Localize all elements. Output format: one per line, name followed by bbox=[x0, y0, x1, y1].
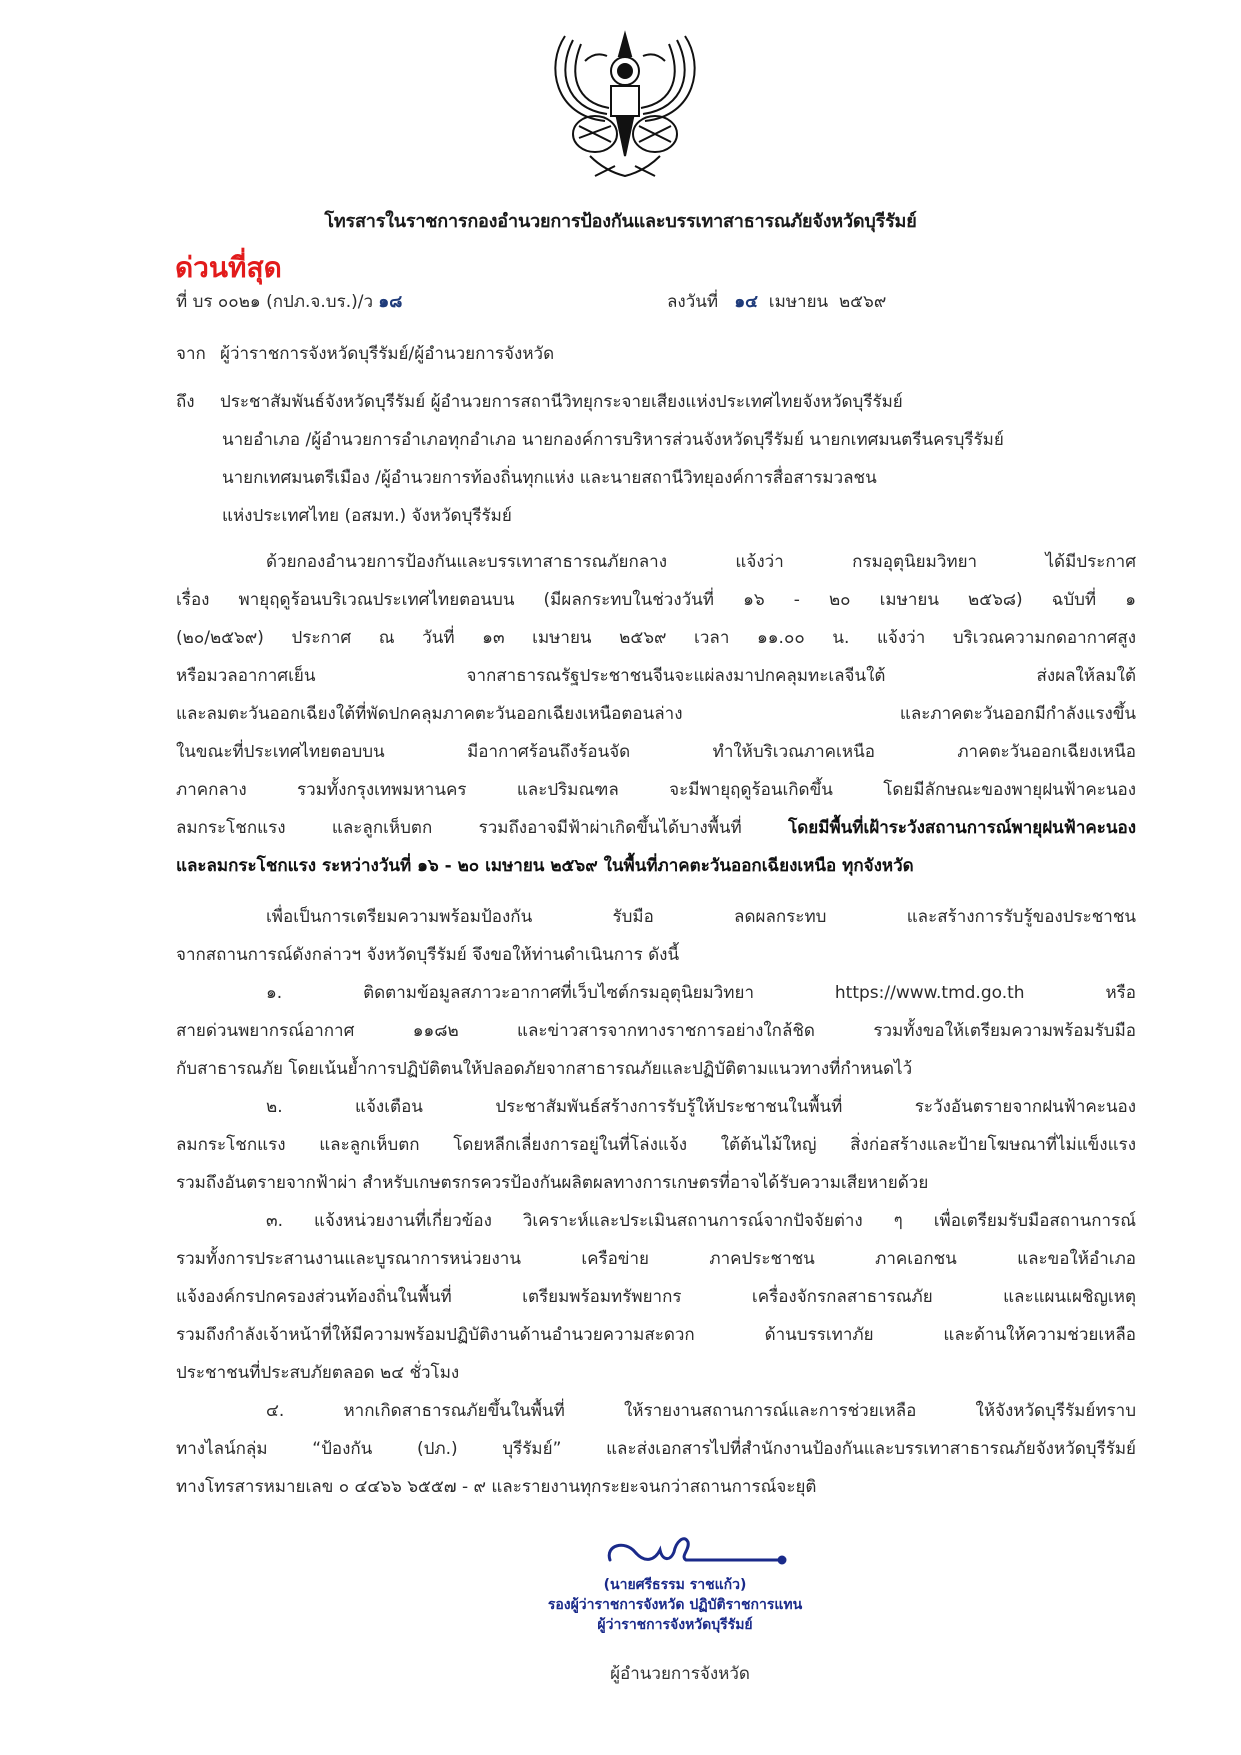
paragraph-line: รวมถึงอันตรายจากฟ้าผ่า สำหรับเกษตรกรควรป้องกันผลิตผลทางการเกษตรที่อาจได้รับความเสียหายด้วย bbox=[176, 1173, 929, 1193]
signatory-name: (นายศรีธรรม ราชแก้ว) bbox=[603, 1577, 747, 1593]
purpose-paragraph bbox=[176, 898, 1136, 974]
action-item-3 bbox=[176, 1202, 1136, 1392]
garuda-emblem-icon bbox=[535, 26, 715, 186]
paragraph-line: รวมทั้งการประสานงานและบูรณาการหน่วยงาน เครือข่าย ภาคประชาชน ภาคเอกชน และขอให้อำเภอ bbox=[176, 1249, 1136, 1269]
paragraph-line: ด้วยกองอำนวยการป้องกันและบรรเทาสาธารณภัยกลาง แจ้งว่า กรมอุตุนิยมวิทยา ได้มีประกาศ bbox=[266, 552, 1136, 572]
paragraph-line bbox=[176, 809, 1136, 847]
reference-serial: ๑๘ bbox=[378, 292, 403, 312]
reference-prefix: ที่ บร ๐๐๒๑ (กปภ.จ.บร.)/ว bbox=[176, 292, 374, 312]
action-item-1 bbox=[176, 974, 1136, 1088]
paragraph-line: (๒๐/๒๕๖๙) ประกาศ ณ วันที่ ๑๓ เมษายน ๒๕๖๙ เวลา ๑๑.๐๐ น. แจ้งว่า บริเวณความกดอากาศสูง bbox=[176, 628, 1136, 648]
to-recipient-line: นายกเทศมนตรีเมือง /ผู้อำนวยการท้องถิ่นทุกแห่ง และนายสถานีวิทยุองค์การสื่อสารมวลชน bbox=[222, 468, 877, 488]
signatory-position: ผู้ว่าราชการจังหวัดบุรีรัมย์ bbox=[597, 1617, 753, 1633]
paragraph-line: ๓. แจ้งหน่วยงานที่เกี่ยวข้อง วิเคราะห์และประเมินสถานการณ์จากปัจจัยต่าง ๆ เพื่อเตรียมรับมือสถานการณ์ bbox=[266, 1211, 1136, 1231]
to-recipient-line: แห่งประเทศไทย (อสมท.) จังหวัดบุรีรัมย์ bbox=[222, 506, 512, 526]
paragraph-line: ในขณะที่ประเทศไทยตอบบน มีอากาศร้อนถึงร้อนจัด ทำให้บริเวณภาคเหนือ ภาคตะวันออกเฉียงเหนือ bbox=[176, 742, 1136, 762]
date-month: เมษายน bbox=[768, 292, 829, 312]
from-label: จาก bbox=[176, 344, 206, 364]
paragraph-line: สายด่วนพยากรณ์อากาศ ๑๑๘๒ และข่าวสารจากทางราชการอย่างใกล้ชิด รวมทั้งขอให้เตรียมความพร้อมรับมือ bbox=[176, 1021, 1136, 1041]
from-value: ผู้ว่าราชการจังหวัดบุรีรัมย์/ผู้อำนวยการจังหวัด bbox=[220, 344, 555, 364]
document-date bbox=[667, 288, 886, 315]
handwritten-signature-icon bbox=[600, 1520, 800, 1575]
paragraph-line: เรื่อง พายุฤดูร้อนบริเวณประเทศไทยตอนบน (มีผลกระทบในช่วงวันที่ ๑๖ - ๒๐ เมษายน ๒๕๖๘) ฉบับที่ ๑ bbox=[176, 590, 1136, 610]
intro-paragraph bbox=[176, 543, 1136, 885]
signatory-stamp bbox=[450, 1575, 900, 1635]
date-label: ลงวันที่ bbox=[667, 292, 719, 312]
paragraph-line: ๑. ติดตามข้อมูลสภาวะอากาศที่เว็บไซต์กรมอุตุนิยมวิทยา https://www.tmd.go.th หรือ bbox=[266, 983, 1136, 1003]
paragraph-line: ๔. หากเกิดสาธารณภัยขึ้นในพื้นที่ ให้รายงานสถานการณ์และการช่วยเหลือ ให้จังหวัดบุรีรัมย์ทราบ bbox=[266, 1401, 1136, 1421]
paragraph-line: กับสาธารณภัย โดยเน้นย้ำการปฏิบัติตนให้ปลอดภัยจากสาธารณภัยและปฏิบัติตามแนวทางที่กำหนดไว้ bbox=[176, 1059, 913, 1079]
paragraph-text: ลมกระโชกแรง และลูกเห็บตก รวมถึงอาจมีฟ้าผ่าเกิดขึ้นได้บางพื้นที่ bbox=[176, 818, 789, 838]
paragraph-line: ทางโทรสารหมายเลข ๐ ๔๔๖๖ ๖๕๕๗ - ๙ และรายงานทุกระยะจนกว่าสถานการณ์จะยุติ bbox=[176, 1477, 817, 1497]
warning-highlight: โดยมีพื้นที่เฝ้าระวังสถานการณ์พายุฝนฟ้าคะนอง bbox=[788, 818, 1136, 838]
signatory-role: ผู้อำนวยการจังหวัด bbox=[610, 1664, 750, 1684]
to-recipient-line: ประชาสัมพันธ์จังหวัดบุรีรัมย์ ผู้อำนวยการสถานีวิทยุกระจายเสียงแห่งประเทศไทยจังหวัดบุรีรัมย์ bbox=[220, 392, 903, 412]
paragraph-line: หรือมวลอากาศเย็น จากสาธารณรัฐประชาชนจีนจะแผ่ลงมาปกคลุมทะเลจีนใต้ ส่งผลให้ลมใต้ bbox=[176, 666, 1136, 686]
to-line-1 bbox=[176, 388, 903, 415]
paragraph-line: จากสถานการณ์ดังกล่าวฯ จังหวัดบุรีรัมย์ จึงขอให้ท่านดำเนินการ ดังนี้ bbox=[176, 945, 680, 965]
to-label: ถึง bbox=[176, 392, 195, 412]
urgency-label: ด่วนที่สุด bbox=[175, 251, 282, 284]
warning-highlight: และลมกระโชกแรง ระหว่างวันที่ ๑๖ - ๒๐ เมษายน ๒๕๖๙ ในพื้นที่ภาคตะวันออกเฉียงเหนือ ทุกจังหวัด bbox=[176, 856, 914, 876]
paragraph-line: เพื่อเป็นการเตรียมความพร้อมป้องกัน รับมือ ลดผลกระทบ และสร้างการรับรู้ของประชาชน bbox=[266, 907, 1136, 927]
paragraph-line: แจ้งองค์กรปกครองส่วนท้องถิ่นในพื้นที่ เตรียมพร้อมทรัพยากร เครื่องจักรกลสาธารณภัย และแผนเผชิญเหตุ bbox=[176, 1287, 1136, 1307]
paragraph-line: ประชาชนที่ประสบภัยตลอด ๒๔ ชั่วโมง bbox=[176, 1363, 460, 1383]
paragraph-line: ภาคกลาง รวมทั้งกรุงเทพมหานคร และปริมณฑล จะมีพายุฤดูร้อนเกิดขึ้น โดยมีลักษณะของพายุฝนฟ้าคะนอง bbox=[176, 780, 1136, 800]
paragraph-line: ๒. แจ้งเตือน ประชาสัมพันธ์สร้างการรับรู้ให้ประชาชนในพื้นที่ ระวังอันตรายจากฝนฟ้าคะนอง bbox=[266, 1097, 1136, 1117]
paragraph-line: และลมตะวันออกเฉียงใต้ที่พัดปกคลุมภาคตะวันออกเฉียงเหนือตอนล่าง และภาคตะวันออกมีกำลังแรงขึ้น bbox=[176, 704, 1136, 724]
document-header-title: โทรสารในราชการกองอำนวยการป้องกันและบรรเทาสาธารณภัยจังหวัดบุรีรัมย์ bbox=[324, 211, 917, 232]
paragraph-line: ลมกระโชกแรง และลูกเห็บตก โดยหลีกเลี่ยงการอยู่ในที่โล่งแจ้ง ใต้ต้นไม้ใหญ่ สิ่งก่อสร้างและป้ายโฆษณาที่ไม่แข็งแรง bbox=[176, 1135, 1136, 1155]
from-line bbox=[176, 340, 554, 367]
date-day: ๑๔ bbox=[734, 292, 758, 312]
to-recipient-line: นายอำเภอ /ผู้อำนวยการอำเภอทุกอำเภอ นายกองค์การบริหารส่วนจังหวัดบุรีรัมย์ นายกเทศมนตรีนครบุรีรัมย์ bbox=[222, 430, 1004, 450]
action-item-2 bbox=[176, 1088, 1136, 1202]
signatory-position: รองผู้ว่าราชการจังหวัด ปฏิบัติราชการแทน bbox=[547, 1597, 803, 1613]
action-item-4 bbox=[176, 1392, 1136, 1506]
paragraph-line: รวมถึงกำลังเจ้าหน้าที่ให้มีความพร้อมปฏิบัติงานด้านอำนวยความสะดวก ด้านบรรเทาภัย และด้านให้ความช่วยเหลือ bbox=[176, 1325, 1136, 1345]
date-year: ๒๕๖๙ bbox=[838, 292, 887, 312]
reference-number bbox=[176, 288, 402, 315]
paragraph-line: ทางไลน์กลุ่ม “ป้องกัน (ปภ.) บุรีรัมย์” และส่งเอกสารไปที่สำนักงานป้องกันและบรรเทาสาธารณภัยจังหวัดบุรีรัมย์ bbox=[176, 1439, 1136, 1459]
